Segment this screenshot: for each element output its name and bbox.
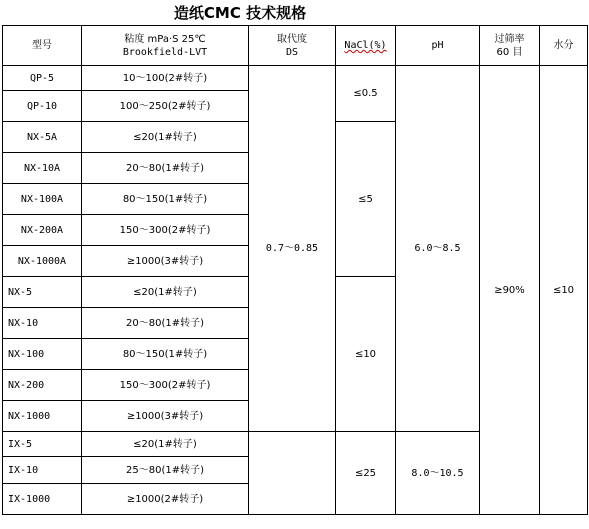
- viscosity-cell: ≤20(1#转子): [82, 122, 249, 153]
- sieve-cell: ≥90%: [480, 66, 540, 515]
- header-sieve-line1: 过筛率: [494, 33, 525, 45]
- model-cell: NX-5: [3, 277, 82, 308]
- viscosity-cell: 80～150(1#转子): [82, 184, 249, 215]
- header-model: 型号: [3, 26, 82, 66]
- header-sieve-line2: 60 目: [496, 46, 523, 58]
- ph-cell-ix: 8.0～10.5: [396, 432, 480, 515]
- header-viscosity-line2: Brookfield-LVT: [122, 46, 208, 58]
- header-row: [3, 26, 588, 66]
- model-cell: NX-100A: [3, 184, 82, 215]
- model-cell: QP-5: [3, 66, 82, 91]
- ph-cell-main: 6.0～8.5: [396, 66, 480, 432]
- viscosity-cell: ≥1000(3#转子): [82, 246, 249, 277]
- nacl-cell-nxa: ≤5: [336, 122, 396, 277]
- viscosity-cell: 150～300(2#转子): [82, 370, 249, 401]
- model-cell: NX-10: [3, 308, 82, 339]
- viscosity-cell: ≤20(1#转子): [82, 432, 249, 457]
- header-sieve: [480, 26, 540, 66]
- header-viscosity-line1: 粘度 mPa·S 25℃: [124, 33, 206, 45]
- model-cell: IX-1000: [3, 484, 82, 515]
- viscosity-cell: 10～100(2#转子): [82, 66, 249, 91]
- model-cell: NX-1000: [3, 401, 82, 432]
- viscosity-cell: 80～150(1#转子): [82, 339, 249, 370]
- viscosity-cell: 100～250(2#转子): [82, 91, 249, 122]
- viscosity-cell: 20～80(1#转子): [82, 153, 249, 184]
- header-moisture: 水分: [540, 26, 588, 66]
- nacl-cell-nx: ≤10: [336, 277, 396, 432]
- viscosity-cell: 25～80(1#转子): [82, 457, 249, 484]
- nacl-cell-ix: ≤25: [336, 432, 396, 515]
- viscosity-cell: ≤20(1#转子): [82, 277, 249, 308]
- moisture-cell: ≤10: [540, 66, 588, 515]
- ds-cell-ix: [249, 432, 336, 515]
- model-cell: IX-5: [3, 432, 82, 457]
- model-cell: QP-10: [3, 91, 82, 122]
- ds-cell: 0.7～0.85: [249, 66, 336, 432]
- model-cell: NX-1000A: [3, 246, 82, 277]
- table-row: [3, 66, 588, 91]
- viscosity-cell: ≥1000(2#转子): [82, 484, 249, 515]
- model-cell: NX-200: [3, 370, 82, 401]
- model-cell: NX-100: [3, 339, 82, 370]
- header-ds-line2: DS: [285, 46, 299, 58]
- header-nacl-label: NaCl(%): [344, 40, 387, 51]
- document-title: 造纸CMC 技术规格: [173, 4, 307, 22]
- model-cell: NX-10A: [3, 153, 82, 184]
- viscosity-cell: 150～300(2#转子): [82, 215, 249, 246]
- nacl-cell-qp: ≤0.5: [336, 66, 396, 122]
- header-viscosity: [82, 26, 249, 66]
- spec-table: [2, 25, 588, 515]
- model-cell: IX-10: [3, 457, 82, 484]
- header-ds-line1: 取代度: [277, 33, 307, 45]
- header-nacl: [336, 26, 396, 66]
- viscosity-cell: 20～80(1#转子): [82, 308, 249, 339]
- header-ds: [249, 26, 336, 66]
- viscosity-cell: ≥1000(3#转子): [82, 401, 249, 432]
- model-cell: NX-200A: [3, 215, 82, 246]
- header-ph: pH: [396, 26, 480, 66]
- model-cell: NX-5A: [3, 122, 82, 153]
